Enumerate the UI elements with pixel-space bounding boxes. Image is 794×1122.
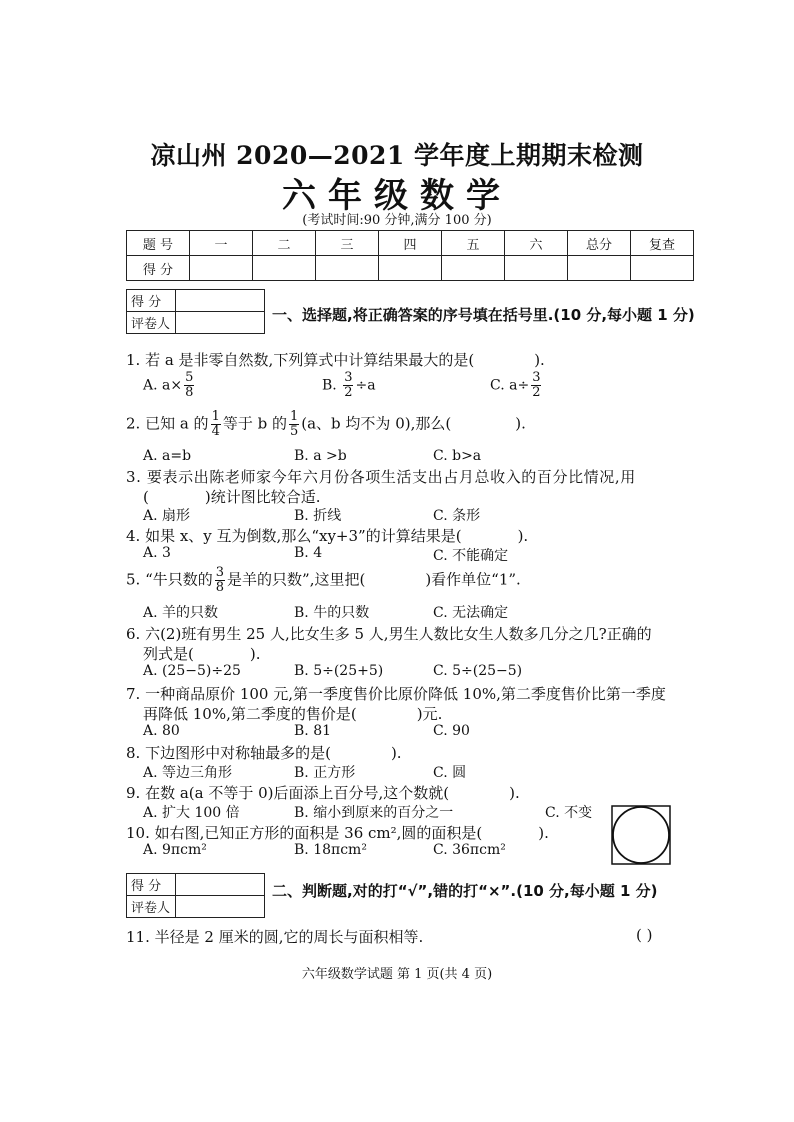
numerator: 1 bbox=[211, 409, 220, 424]
question-9-stem bbox=[126, 782, 520, 803]
question-11-stem: 11. 半径是 2 厘米的圆,它的周长与面积相等. bbox=[126, 928, 424, 946]
question-3-stem: 3. 要表示出陈老师家今年六月份各项生活支出占月总收入的百分比情况,用 bbox=[126, 468, 636, 486]
option-a: A. 等边三角形 bbox=[143, 765, 233, 781]
question-4-stem bbox=[126, 525, 528, 546]
option-b: B. 折线 bbox=[294, 508, 342, 524]
question-5-stem bbox=[126, 566, 521, 595]
score-cell[interactable] bbox=[379, 256, 442, 281]
option-b: B. 81 bbox=[294, 723, 332, 739]
fraction bbox=[289, 410, 299, 439]
question-6-stem-cont bbox=[143, 643, 260, 664]
grader-score-cell[interactable] bbox=[176, 874, 265, 896]
question-7-stem: 7. 一种商品原价 100 元,第一季度售价比原价降低 10%,第二季度售价比第一季度 bbox=[126, 685, 666, 703]
option-c: C. 圆 bbox=[433, 765, 467, 781]
answer-paren[interactable]: ( ) bbox=[636, 926, 653, 944]
score-header-cell: 总分 bbox=[568, 231, 631, 256]
grader-name-cell[interactable] bbox=[176, 312, 265, 334]
page-footer: 六年级数学试题 第 1 页(共 4 页) bbox=[301, 967, 493, 982]
score-cell[interactable] bbox=[253, 256, 316, 281]
numerator: 1 bbox=[289, 409, 299, 424]
question-text: ). bbox=[249, 645, 261, 663]
question-text: )统计图比较合适. bbox=[204, 488, 321, 506]
option-c: C. 5÷(25−5) bbox=[433, 663, 523, 679]
option-c: C. 无法确定 bbox=[433, 605, 509, 621]
score-cell[interactable] bbox=[190, 256, 253, 281]
question-3-stem-cont bbox=[143, 486, 320, 507]
grader-name-label: 评卷人 bbox=[127, 312, 176, 334]
score-row-label: 得 分 bbox=[127, 256, 190, 281]
question-text: 8. 下边图形中对称轴最多的是( bbox=[126, 744, 331, 762]
question-text: 4. 如果 x、y 互为倒数,那么“xy+3”的计算结果是( bbox=[126, 527, 462, 545]
question-7-stem-cont bbox=[143, 703, 442, 724]
question-6-stem: 6. 六(2)班有男生 25 人,比女生多 5 人,男生人数比女生人数多几分之几?正确的 bbox=[126, 625, 652, 643]
option-text: B. bbox=[322, 377, 337, 394]
option-text: C. a÷ bbox=[490, 377, 530, 394]
option-a: A. 扇形 bbox=[143, 508, 191, 524]
option-a: A. 扩大 100 倍 bbox=[143, 805, 240, 821]
fraction bbox=[215, 566, 225, 595]
denominator: 8 bbox=[215, 580, 225, 595]
denominator: 2 bbox=[532, 385, 541, 400]
option-a: A. 3 bbox=[143, 545, 171, 561]
option-c: C. 条形 bbox=[433, 508, 481, 524]
score-header-cell: 二 bbox=[253, 231, 316, 256]
fraction bbox=[211, 410, 221, 439]
grader-score-cell[interactable] bbox=[176, 290, 265, 312]
grader-name-cell[interactable] bbox=[176, 896, 265, 918]
score-header-cell: 复查 bbox=[631, 231, 694, 256]
option-b: B. 牛的只数 bbox=[294, 605, 370, 621]
grader-box bbox=[126, 289, 265, 334]
option-c: C. 36πcm² bbox=[433, 842, 506, 858]
score-cell[interactable] bbox=[316, 256, 379, 281]
question-text: )看作单位“1”. bbox=[425, 570, 521, 589]
option-b: B. 18πcm² bbox=[294, 842, 367, 858]
option-b: B. a >b bbox=[294, 448, 347, 464]
question-text: ). bbox=[515, 414, 526, 433]
question-text: 等于 b 的 bbox=[222, 414, 287, 433]
score-cell[interactable] bbox=[442, 256, 505, 281]
denominator: 5 bbox=[289, 424, 299, 439]
numerator: 3 bbox=[344, 370, 353, 385]
question-8-stem bbox=[126, 742, 402, 763]
question-text: ). bbox=[509, 784, 520, 802]
grader-score-label: 得 分 bbox=[127, 290, 176, 312]
numerator: 5 bbox=[185, 370, 194, 385]
option-a: A. 80 bbox=[143, 723, 180, 739]
question-text: 5. “牛只数的 bbox=[126, 570, 213, 589]
grader-score-label: 得 分 bbox=[127, 874, 176, 896]
fraction bbox=[184, 371, 194, 400]
question-text: 1. 若 a 是非零自然数,下列算式中计算结果最大的是( bbox=[126, 351, 475, 369]
grader-box bbox=[126, 873, 265, 918]
circle-shape bbox=[613, 807, 669, 863]
fraction bbox=[343, 371, 353, 400]
fraction bbox=[531, 371, 541, 400]
question-text: 再降低 10%,第二季度的售价是( bbox=[143, 705, 357, 723]
option-text: ÷a bbox=[355, 377, 376, 394]
option-c: C. b>a bbox=[433, 448, 482, 464]
score-table bbox=[126, 230, 694, 281]
option-text: A. a× bbox=[143, 377, 183, 394]
question-text: ). bbox=[517, 527, 529, 545]
option-c: C. 90 bbox=[433, 723, 470, 739]
score-entry-row bbox=[127, 256, 694, 281]
question-text: 2. 已知 a 的 bbox=[126, 414, 209, 433]
score-cell[interactable] bbox=[505, 256, 568, 281]
option-a: A. 羊的只数 bbox=[143, 605, 219, 621]
option-b: B. 正方形 bbox=[294, 765, 356, 781]
option-b: B. 5÷(25+5) bbox=[294, 663, 384, 679]
option-b bbox=[322, 371, 376, 400]
question-text: 是羊的只数”,这里把( bbox=[227, 570, 366, 589]
denominator: 8 bbox=[185, 385, 194, 400]
exam-title: 凉山州 2020—2021 学年度上期期末检测 bbox=[150, 141, 644, 170]
score-header-cell: 五 bbox=[442, 231, 505, 256]
question-text: ). bbox=[538, 824, 549, 842]
denominator: 4 bbox=[211, 424, 220, 439]
option-c: C. 不变 bbox=[545, 805, 593, 821]
exam-info: (考试时间:90 分钟,满分 100 分) bbox=[302, 213, 492, 228]
numerator: 3 bbox=[532, 370, 541, 385]
question-text: 10. 如右图,已知正方形的面积是 36 cm²,圆的面积是( bbox=[126, 824, 483, 842]
question-2-stem bbox=[126, 410, 526, 439]
option-a bbox=[143, 371, 196, 400]
score-cell[interactable] bbox=[631, 256, 694, 281]
option-b: B. 4 bbox=[294, 545, 323, 561]
question-1-stem bbox=[126, 349, 545, 370]
question-text: ( bbox=[143, 488, 149, 506]
section-1-title: 一、选择题,将正确答案的序号填在括号里.(10 分,每小题 1 分) bbox=[272, 306, 695, 324]
numerator: 3 bbox=[215, 565, 225, 580]
section-2-title: 二、判断题,对的打“√”,错的打“×”.(10 分,每小题 1 分) bbox=[272, 882, 658, 900]
score-header-cell: 四 bbox=[379, 231, 442, 256]
option-b: B. 缩小到原来的百分之一 bbox=[294, 805, 454, 821]
option-a: A. 9πcm² bbox=[143, 842, 207, 858]
question-text: ). bbox=[390, 744, 402, 762]
grader-name-label: 评卷人 bbox=[127, 896, 176, 918]
score-header-cell: 三 bbox=[316, 231, 379, 256]
score-header-cell: 一 bbox=[190, 231, 253, 256]
subject-title: 六年级数学 bbox=[282, 176, 512, 216]
question-text: )元. bbox=[416, 705, 443, 723]
question-text: (a、b 均不为 0),那么( bbox=[301, 414, 452, 433]
denominator: 2 bbox=[344, 385, 353, 400]
question-text: 列式是( bbox=[143, 645, 194, 663]
score-header-row bbox=[127, 231, 694, 256]
score-header-cell: 六 bbox=[505, 231, 568, 256]
question-text: 9. 在数 a(a 不等于 0)后面添上百分号,这个数就( bbox=[126, 784, 450, 802]
square-with-inscribed-circle-figure bbox=[611, 805, 671, 865]
score-header-cell: 题 号 bbox=[127, 231, 190, 256]
option-a: A. a=b bbox=[143, 448, 192, 464]
question-10-stem bbox=[126, 822, 549, 843]
question-text: ). bbox=[534, 351, 545, 369]
option-a: A. (25−5)÷25 bbox=[143, 663, 241, 679]
score-cell[interactable] bbox=[568, 256, 631, 281]
option-c bbox=[490, 371, 543, 400]
option-c: C. 不能确定 bbox=[433, 548, 509, 564]
